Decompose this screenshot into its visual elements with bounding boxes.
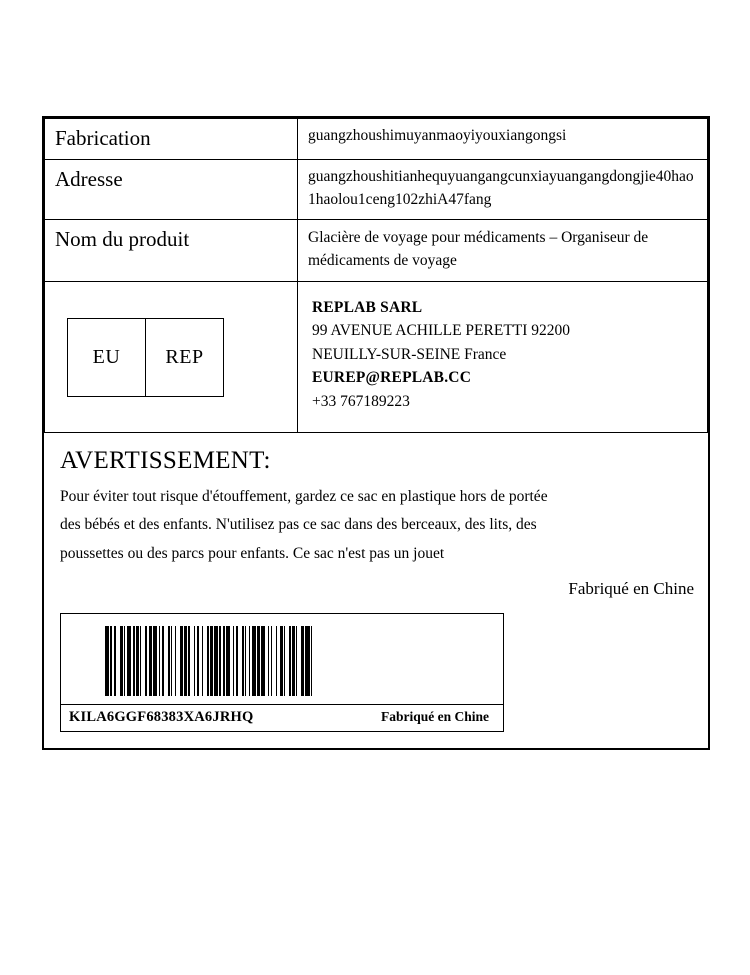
table-row-adresse [45,160,708,220]
warning-body [60,483,690,569]
eu-rep-badge-eu: EU [92,345,121,368]
row-label-fabrication: Fabrication [45,119,298,160]
eu-rep-details-cell [298,281,708,432]
barcode-code-text: KILA6GGF68383XA6JRHQ [69,708,254,725]
eu-rep-badge-rep: REP [145,319,223,396]
row-label-adresse: Adresse [45,160,298,220]
warning-line-3: poussettes ou des parcs pour enfants. Ce sac n'est pas un jouet [60,545,445,563]
warning-line-1: Pour éviter tout risque d'étouffement, gardez ce sac en plastique hors de portée [60,487,548,505]
eu-rep-details [298,282,707,424]
eu-rep-phone: +33 767189223 [312,392,410,410]
row-value-adresse: guangzhoushitianhequyuangangcunxiayuangangdongjie40hao1haolou1ceng102zhiA47fang [298,160,708,220]
row-value-fabrication: guangzhoushimuyanmaoyiyouxiangongsi [298,119,708,160]
row-value-nom-du-produit: Glacière de voyage pour médicaments – Organiseur de médicaments de voyage [298,220,708,282]
table-row-fabrication [45,119,708,160]
warning-line-2: des bébés et des enfants. N'utilisez pas ce sac dans des berceaux, des lits, des [60,516,537,534]
eu-rep-address-line2: NEUILLY-SUR-SEINE France [312,345,507,363]
eu-rep-address-line1: 99 AVENUE ACHILLE PERETTI 92200 [312,322,571,340]
eu-rep-badge-cell [45,281,298,432]
barcode-icon [105,626,487,696]
table-row-eu-rep [45,281,708,432]
product-info-table [44,118,708,433]
warning-block [44,433,708,569]
table-row-nom-du-produit [45,220,708,282]
label-sheet [42,116,710,750]
made-in-china-text: Fabriqué en Chine [568,578,694,598]
eu-rep-icon [67,318,224,397]
row-label-nom-du-produit: Nom du produit [45,220,298,282]
eu-rep-email: EUREP@REPLAB.CC [312,369,472,387]
warning-title: AVERTISSEMENT: [60,446,271,474]
barcode-footer [61,704,503,731]
eu-rep-company: REPLAB SARL [312,298,423,316]
barcode-block [60,613,504,732]
barcode-made-in-text: Fabriqué en Chine [380,709,489,725]
